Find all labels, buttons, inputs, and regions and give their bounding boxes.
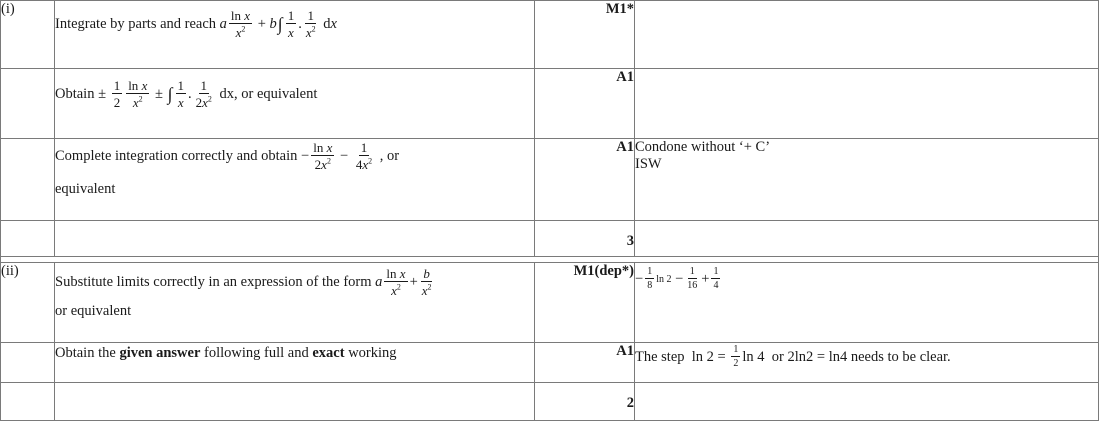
part-label: [1, 383, 55, 421]
working-cell: Substitute limits correctly in an expression of the form a $\frac{\text{ln x}}{x^2}$ + $\frac{b}{x^2}$ or equivalent: [55, 263, 535, 343]
mark-cell: A1: [535, 139, 635, 221]
part-label: [1, 343, 55, 383]
guidance-cell: [635, 383, 1099, 421]
working-text: , or: [379, 147, 400, 164]
guidance-cell: − $\frac{1}{8}$ ln 2 − $\frac{1}{16}$ + $\frac{1}{4}$: [635, 263, 1099, 343]
mark-cell: M1(dep*): [535, 263, 635, 343]
mark-total: 3: [535, 221, 635, 257]
working-text: or equivalent: [55, 303, 132, 319]
table-row: [1, 1, 1099, 69]
working-bold-text: given answer: [119, 345, 201, 361]
mark-cell: A1: [535, 69, 635, 139]
working-text: equivalent: [55, 181, 116, 197]
working-bold-text: exact: [312, 345, 345, 361]
guidance-cell: [635, 139, 1099, 221]
working-text: Obtain: [55, 85, 95, 102]
working-cell: [55, 383, 535, 421]
working-text: Obtain the: [55, 345, 116, 361]
working-text: Integrate by parts and reach: [55, 15, 217, 32]
working-cell: Obtain ± $\frac{1}{2}$ $\frac{\text{ln x}}{x^2}$ ± ∫ $\frac{1}{x}$ . $\frac{1}{2x^2}$ dx, or equivalent: [55, 69, 535, 139]
working-cell: [55, 221, 535, 257]
guidance-cell: [635, 1, 1099, 69]
part-label: [1, 69, 55, 139]
mark-total: 2: [535, 383, 635, 421]
guidance-cell: [635, 221, 1099, 257]
working-text: Substitute limits correctly in an expression of the form: [55, 273, 372, 290]
guidance-text: ISW: [635, 156, 662, 172]
guidance-cell: The step ln 2 = $\frac{1}{2}$ ln 4 or 2ln2 = ln4 needs to be clear.: [635, 343, 1099, 383]
mark-cell: A1: [535, 343, 635, 383]
working-text: dx, or equivalent: [219, 85, 318, 102]
part-label: [1, 139, 55, 221]
part-label: [1, 221, 55, 257]
working-cell: Integrate by parts and reach a $\frac{\text{ln x}}{x^2}$ + b ∫ $\frac{1}{x}$ . $\frac{1}{x^2}$ d x: [55, 1, 535, 69]
table-row: [1, 69, 1099, 139]
guidance-text: needs to be clear.: [850, 348, 951, 365]
working-text: Complete integration correctly and obtain: [55, 147, 298, 164]
part-label: (ii): [1, 263, 55, 343]
table-row: [1, 221, 1099, 257]
guidance-text: Condone without ‘+ C’: [635, 139, 771, 155]
guidance-text: The step: [635, 348, 685, 365]
table-row: [1, 139, 1099, 221]
working-cell: [55, 343, 535, 383]
mark-cell: M1*: [535, 1, 635, 69]
table-row: [1, 383, 1099, 421]
part-label: (i): [1, 1, 55, 69]
working-text: working: [348, 345, 397, 361]
guidance-cell: [635, 69, 1099, 139]
working-text: following full and: [204, 345, 309, 361]
table-row: [1, 263, 1099, 343]
working-cell: Complete integration correctly and obtain − $\frac{\text{ln x}}{2x^2}$ − $\frac{1}{4x^2}$ , or equivalent: [55, 139, 535, 221]
table-row: [1, 343, 1099, 383]
